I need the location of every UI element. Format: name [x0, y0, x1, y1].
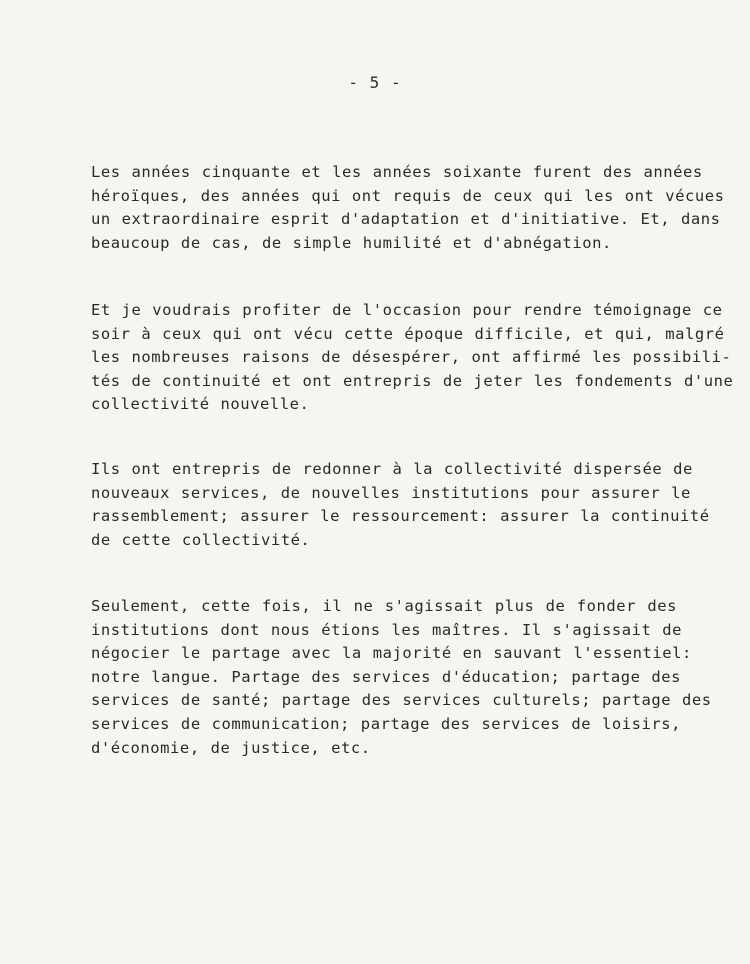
paragraph-line: collectivité nouvelle. [91, 395, 310, 414]
page-number: - 5 - [348, 73, 402, 92]
paragraph-2 [91, 299, 734, 417]
paragraph-line: nouveaux services, de nouvelles institutions pour assurer le [91, 483, 691, 502]
paragraph-1 [91, 161, 725, 255]
paragraph-line: institutions dont nous étions les maîtres. Il s'agissait de [91, 620, 683, 639]
paragraph-line: tés de continuité et ont entrepris de jeter les fondements d'une [91, 371, 734, 390]
paragraph-line: soir à ceux qui ont vécu cette époque difficile, et qui, malgré [91, 324, 725, 343]
paragraph-line: d'économie, de justice, etc. [91, 738, 371, 757]
paragraph-line: services de santé; partage des services culturels; partage des [91, 691, 712, 710]
paragraph-line: notre langue. Partage des services d'éducation; partage des [91, 667, 682, 686]
paragraph-3 [91, 458, 710, 552]
paragraph-line: Seulement, cette fois, il ne s'agissait plus de fonder des [91, 597, 677, 615]
paragraph-line: négocier le partage avec la majorité en sauvant l'essentiel: [91, 644, 692, 663]
paragraph-line: Les années cinquante et les années soixante furent des années [91, 163, 703, 181]
paragraph-line: rassemblement; assurer le ressourcement: assurer la continuité [91, 507, 710, 526]
paragraph-line: Et je voudrais profiter de l'occasion pour rendre témoignage ce [91, 301, 723, 319]
paragraph-line: services de communication; partage des services de loisirs, [91, 714, 682, 733]
paragraph-line: héroïques, des années qui ont requis de ceux qui les ont vécues [91, 186, 725, 205]
paragraph-line: Ils ont entrepris de redonner à la collectivité dispersée de [91, 460, 693, 478]
paragraph-4 [91, 595, 712, 760]
paragraph-line: les nombreuses raisons de désespérer, ont affirmé les possibili- [91, 348, 732, 367]
paragraph-line: beaucoup de cas, de simple humilité et d'abnégation. [91, 233, 612, 252]
paragraph-line: de cette collectivité. [91, 530, 311, 549]
paragraph-line: un extraordinaire esprit d'adaptation et d'initiative. Et, dans [91, 210, 721, 229]
